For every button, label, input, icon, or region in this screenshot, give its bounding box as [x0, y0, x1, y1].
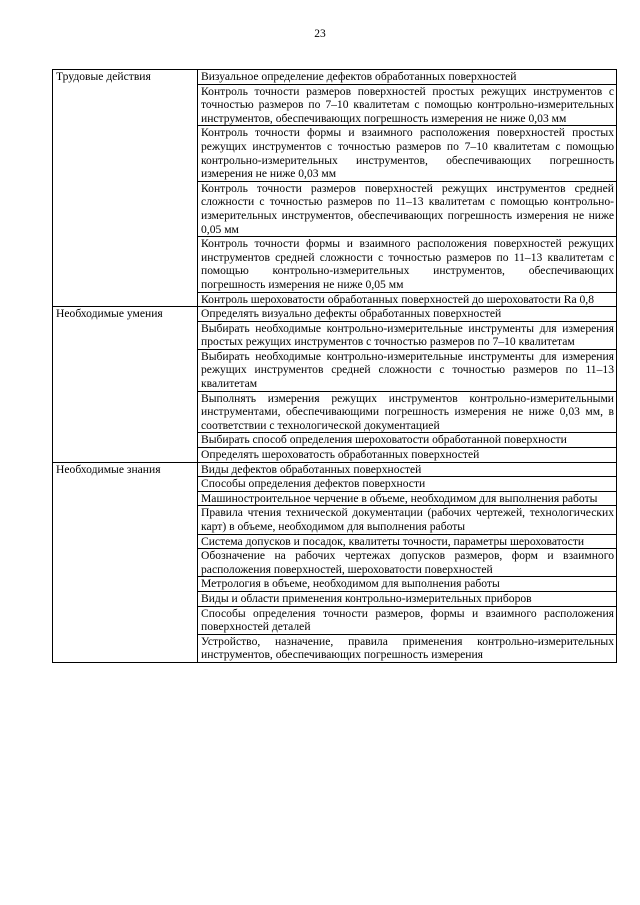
- table-row: [53, 70, 617, 85]
- table-cell: Выполнять измерения режущих инструментов контрольно-измерительными инструментами, обеспечивающими погрешность измерения не ниже 0,03 мм, в соответствии с технологической документацией: [198, 391, 617, 433]
- table-cell: Выбирать необходимые контрольно-измерительные инструменты для измерения режущих инструментов средней сложности с точностью размеров по 11–13 квалитетам: [198, 349, 617, 391]
- table-cell: Способы определения точности размеров, формы и взаимного расположения поверхностей деталей: [198, 606, 617, 634]
- table-cell: Способы определения дефектов поверхности: [198, 477, 617, 492]
- table-cell: Контроль точности формы и взаимного расположения поверхностей простых режущих инструментов с точностью размеров по 7–10 квалитетам с помощью контрольно-измерительных инструментов, обеспечивающих погрешность измерения не ниже 0,03 мм: [198, 126, 617, 181]
- table-cell: Выбирать необходимые контрольно-измерительные инструменты для измерения простых режущих инструментов с точностью размеров по 7–10 квалитетам: [198, 321, 617, 349]
- table-cell: Контроль точности формы и взаимного расположения поверхностей режущих инструментов средней сложности с точностью размеров по 11–13 квалитетам с помощью контрольно-измерительных инструментов, обеспечивающих погрешность измерения не ниже 0,05 мм: [198, 237, 617, 292]
- table-cell: Выбирать способ определения шероховатости обработанной поверхности: [198, 433, 617, 448]
- section-label: Необходимые умения: [53, 307, 198, 463]
- section-label: Трудовые действия: [53, 70, 198, 307]
- table-cell: Определять визуально дефекты обработанных поверхностей: [198, 307, 617, 322]
- table-cell: Виды и области применения контрольно-измерительных приборов: [198, 591, 617, 606]
- page-number: 23: [314, 28, 326, 40]
- table-cell: Контроль точности размеров поверхностей простых режущих инструментов с точностью размеров по 7–10 квалитетам с помощью контрольно-измерительных инструментов, обеспечивающих погрешность измерения не ниже 0,03 мм: [198, 84, 617, 126]
- table-cell: Устройство, назначение, правила применения контрольно-измерительных инструментов, обеспечивающих погрешность измерения: [198, 634, 617, 662]
- section-label: Необходимые знания: [53, 462, 198, 662]
- table-cell: Визуальное определение дефектов обработанных поверхностей: [198, 70, 617, 85]
- table-row: [53, 462, 617, 477]
- table-cell: Обозначение на рабочих чертежах допусков размеров, форм и взаимного расположения поверхностей, шероховатости поверхностей: [198, 549, 617, 577]
- table-cell: Виды дефектов обработанных поверхностей: [198, 462, 617, 477]
- table-row: [53, 307, 617, 322]
- table-cell: Метрология в объеме, необходимом для выполнения работы: [198, 577, 617, 592]
- table-cell: Определять шероховатость обработанных поверхностей: [198, 448, 617, 463]
- table-cell: Правила чтения технической документации (рабочих чертежей, технологических карт) в объеме, необходимом для выполнения работы: [198, 506, 617, 534]
- table-cell: Система допусков и посадок, квалитеты точности, параметры шероховатости: [198, 534, 617, 549]
- requirements-table: [52, 69, 617, 663]
- table-cell: Контроль точности размеров поверхностей режущих инструментов средней сложности с точностью размеров по 11–13 квалитетам с помощью контрольно-измерительных инструментов, обеспечивающих погрешность измерения не ниже 0,05 мм: [198, 181, 617, 236]
- table-cell: Контроль шероховатости обработанных поверхностей до шероховатости Ra 0,8: [198, 292, 617, 307]
- table-cell: Машиностроительное черчение в объеме, необходимом для выполнения работы: [198, 491, 617, 506]
